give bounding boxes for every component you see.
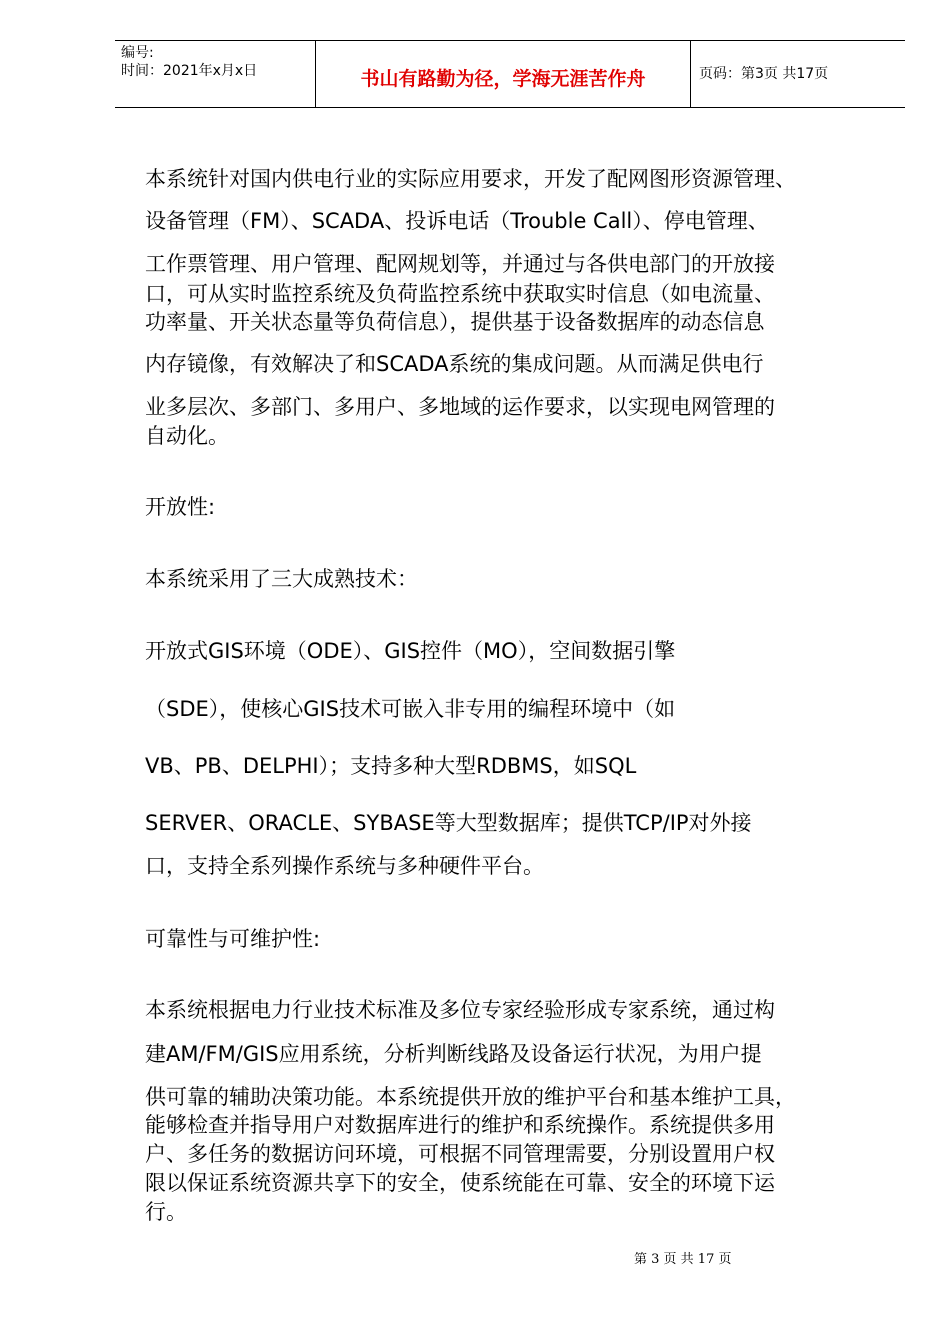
body-line-6: 内存镜像，有效解决了和SCADA系统的集成问题。从而满足供电行 xyxy=(145,352,764,376)
header-number-label: 编号: xyxy=(121,45,154,61)
body-line-15: 口，支持全系列操作系统与多种硬件平台。 xyxy=(145,854,544,878)
section-heading-reliability: 可靠性与可维护性: xyxy=(145,927,321,951)
header-page-code: 页码：第3页 共17页 xyxy=(699,66,829,82)
body-line-18: 建AM/FM/GIS应用系统，分析判断线路及设备运行状况，为用户提 xyxy=(145,1042,762,1066)
header-motto: 书山有路勤为径，学海无涯苦作舟 xyxy=(360,68,646,90)
body-line-4: 口，可从实时监控系统及负荷监控系统中获取实时信息（如电流量、 xyxy=(145,282,775,306)
body-line-20: 能够检查并指导用户对数据库进行的维护和系统操作。系统提供多用 xyxy=(145,1113,775,1137)
header-bottom-rule xyxy=(115,107,905,108)
body-line-17: 本系统根据电力行业技术标准及多位专家经验形成专家系统，通过构 xyxy=(145,998,775,1022)
body-line-13: VB、PB、DELPHI）；支持多种大型RDBMS，如SQL xyxy=(145,754,637,778)
body-line-10: 本系统采用了三大成熟技术： xyxy=(145,567,418,591)
header-divider-left xyxy=(315,40,316,107)
body-line-11: 开放式GIS环境（ODE）、GIS控件（MO），空间数据引擎 xyxy=(145,639,676,663)
header-divider-right xyxy=(690,40,691,107)
page-header xyxy=(115,40,905,107)
body-line-14: SERVER、ORACLE、SYBASE等大型数据库；提供TCP/IP对外接 xyxy=(145,811,752,835)
body-line-12: （SDE），使核心GIS技术可嵌入非专用的编程环境中（如 xyxy=(145,697,676,721)
body-line-5: 功率量、开关状态量等负荷信息），提供基于设备数据库的动态信息 xyxy=(145,310,765,334)
body-line-7: 业多层次、多部门、多用户、多地域的运作要求，以实现电网管理的 xyxy=(145,395,775,419)
body-line-23: 行。 xyxy=(145,1200,187,1224)
section-heading-openness: 开放性: xyxy=(145,495,216,519)
header-top-rule xyxy=(115,40,905,41)
header-time-label: 时间：2021年x月x日 xyxy=(121,63,258,79)
body-line-2: 设备管理（FM）、SCADA、投诉电话（Trouble Call）、停电管理、 xyxy=(145,209,769,233)
body-line-21: 户、多任务的数据访问环境，可根据不同管理需要，分别设置用户权 xyxy=(145,1142,775,1166)
body-line-3: 工作票管理、用户管理、配网规划等，并通过与各供电部门的开放接 xyxy=(145,252,775,276)
body-line-22: 限以保证系统资源共享下的安全，使系统能在可靠、安全的环境下运 xyxy=(145,1171,775,1195)
body-line-19: 供可靠的辅助决策功能。本系统提供开放的维护平台和基本维护工具， xyxy=(145,1085,796,1109)
page-footer: 第 3 页 共 17 页 xyxy=(634,1252,732,1267)
body-line-1: 本系统针对国内供电行业的实际应用要求，开发了配网图形资源管理、 xyxy=(145,167,796,191)
body-line-8: 自动化。 xyxy=(145,424,229,448)
